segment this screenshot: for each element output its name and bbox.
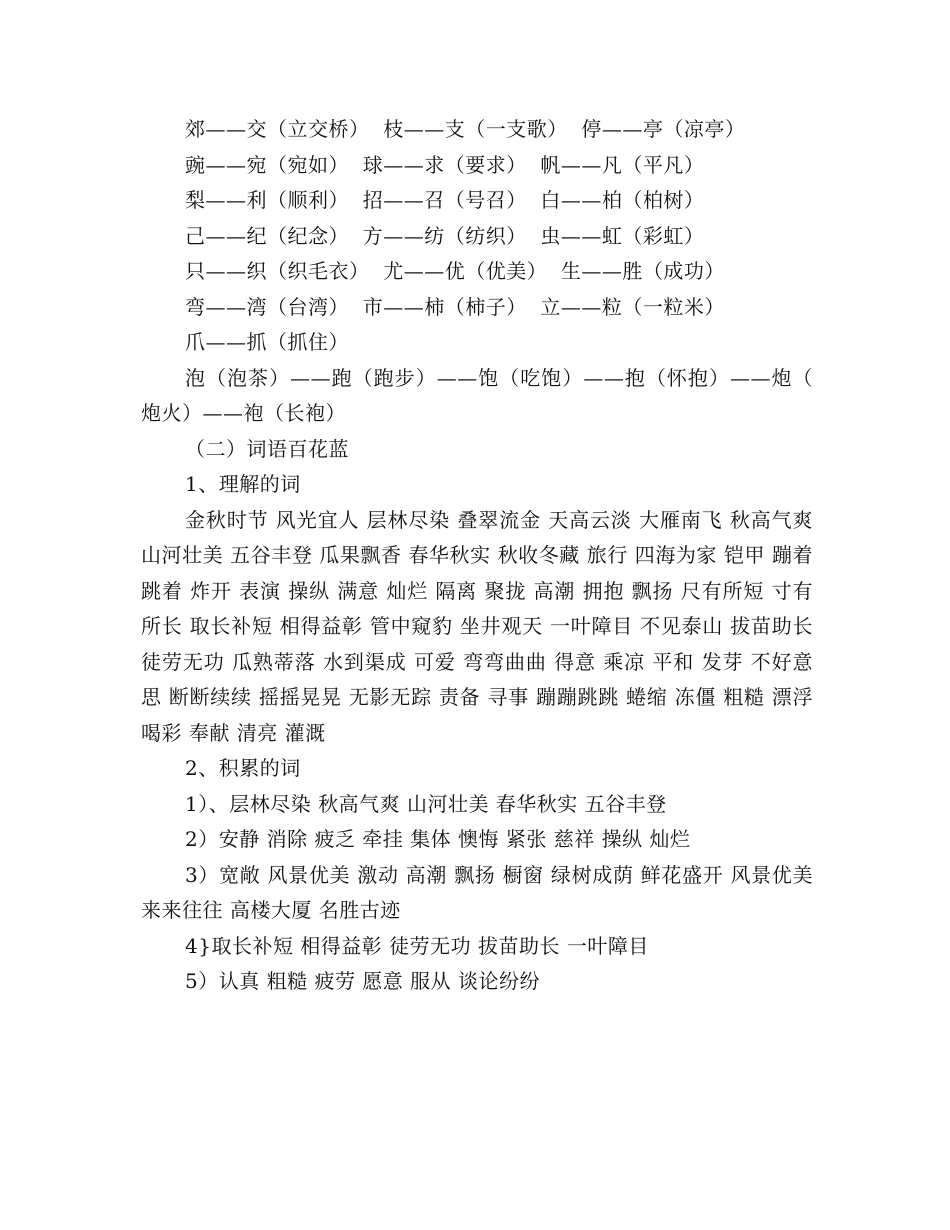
accumulate-item: 5）认真 粗糙 疲劳 愿意 服从 谈论纷纷 <box>185 969 541 993</box>
pao-group-paragraph: 泡（泡茶）——跑（跑步）——饱（吃饱）——抱（怀抱）——炮（炮火）——袍（长袍） <box>141 365 813 425</box>
char-pair-line: 弯——湾（台湾） 市——柿（柿子） 立——粒（一粒米） <box>185 294 725 319</box>
accumulate-item: 1）、层林尽染 秋高气爽 山河壮美 春华秋实 五谷丰登 <box>185 791 667 816</box>
char-pair-line: 己——纪（纪念） 方——纺（纺织） 虫——虹（彩虹） <box>185 223 705 248</box>
char-pair-line: 只——织（织毛衣） 尤——优（优美） 生——胜（成功） <box>185 259 725 283</box>
accumulate-item: 3）宽敞 风景优美 激动 高潮 飘扬 橱窗 绿树成荫 鲜花盛开 风景优美 来来往往 高楼大厦 名胜古迹 <box>141 862 813 922</box>
char-pair-line: 爪——抓（抓住） <box>185 330 349 354</box>
char-pair-line: 豌——宛（宛如） 球——求（要求） 帆——凡（平凡） <box>185 152 705 177</box>
understand-heading: 1、理解的词 <box>185 472 301 496</box>
char-pair-line: 郊——交（立交桥） 枝——支（一支歌） 停——亭（凉亭） <box>185 117 746 141</box>
accumulate-item: 4}取长补短 相得益彰 徒劳无功 拔苗助长 一叶障目 <box>185 933 649 958</box>
section-title: （二）词语百花蓝 <box>185 436 349 461</box>
accumulate-item: 2）安静 消除 疲乏 牵挂 集体 懊悔 紧张 慈祥 操纵 灿烂 <box>185 827 691 851</box>
document-body <box>141 112 813 1000</box>
accumulate-heading: 2、积累的词 <box>185 756 301 780</box>
char-pair-line: 梨——利（顺利） 招——召（号召） 白——柏（柏树） <box>185 188 705 212</box>
understand-words-paragraph: 金秋时节 风光宜人 层林尽染 叠翠流金 天高云淡 大雁南飞 秋高气爽 山河壮美 五谷丰登 瓜果飘香 春华秋实 秋收冬藏 旅行 四海为家 铠甲 蹦着跳着 炸开 表演 操纵 满意 灿烂 隔离 聚拢 高潮 拥抱 飘扬 尺有所短 寸有所长 取长补短 相得益彰 管中窥豹 坐井观天 一叶障目 不见泰山 拔苗助长 徒劳无功 瓜熟蒂落 水到渠成 可爱 弯弯曲曲 得意 乘凉 平和 发芽 不好意思 断断续续 摇摇晃晃 无影无踪 责备 寻事 蹦蹦跳跳 蜷缩 冻僵 粗糙 漂浮 喝彩 奉献 清亮 灌溉 <box>141 507 813 745</box>
